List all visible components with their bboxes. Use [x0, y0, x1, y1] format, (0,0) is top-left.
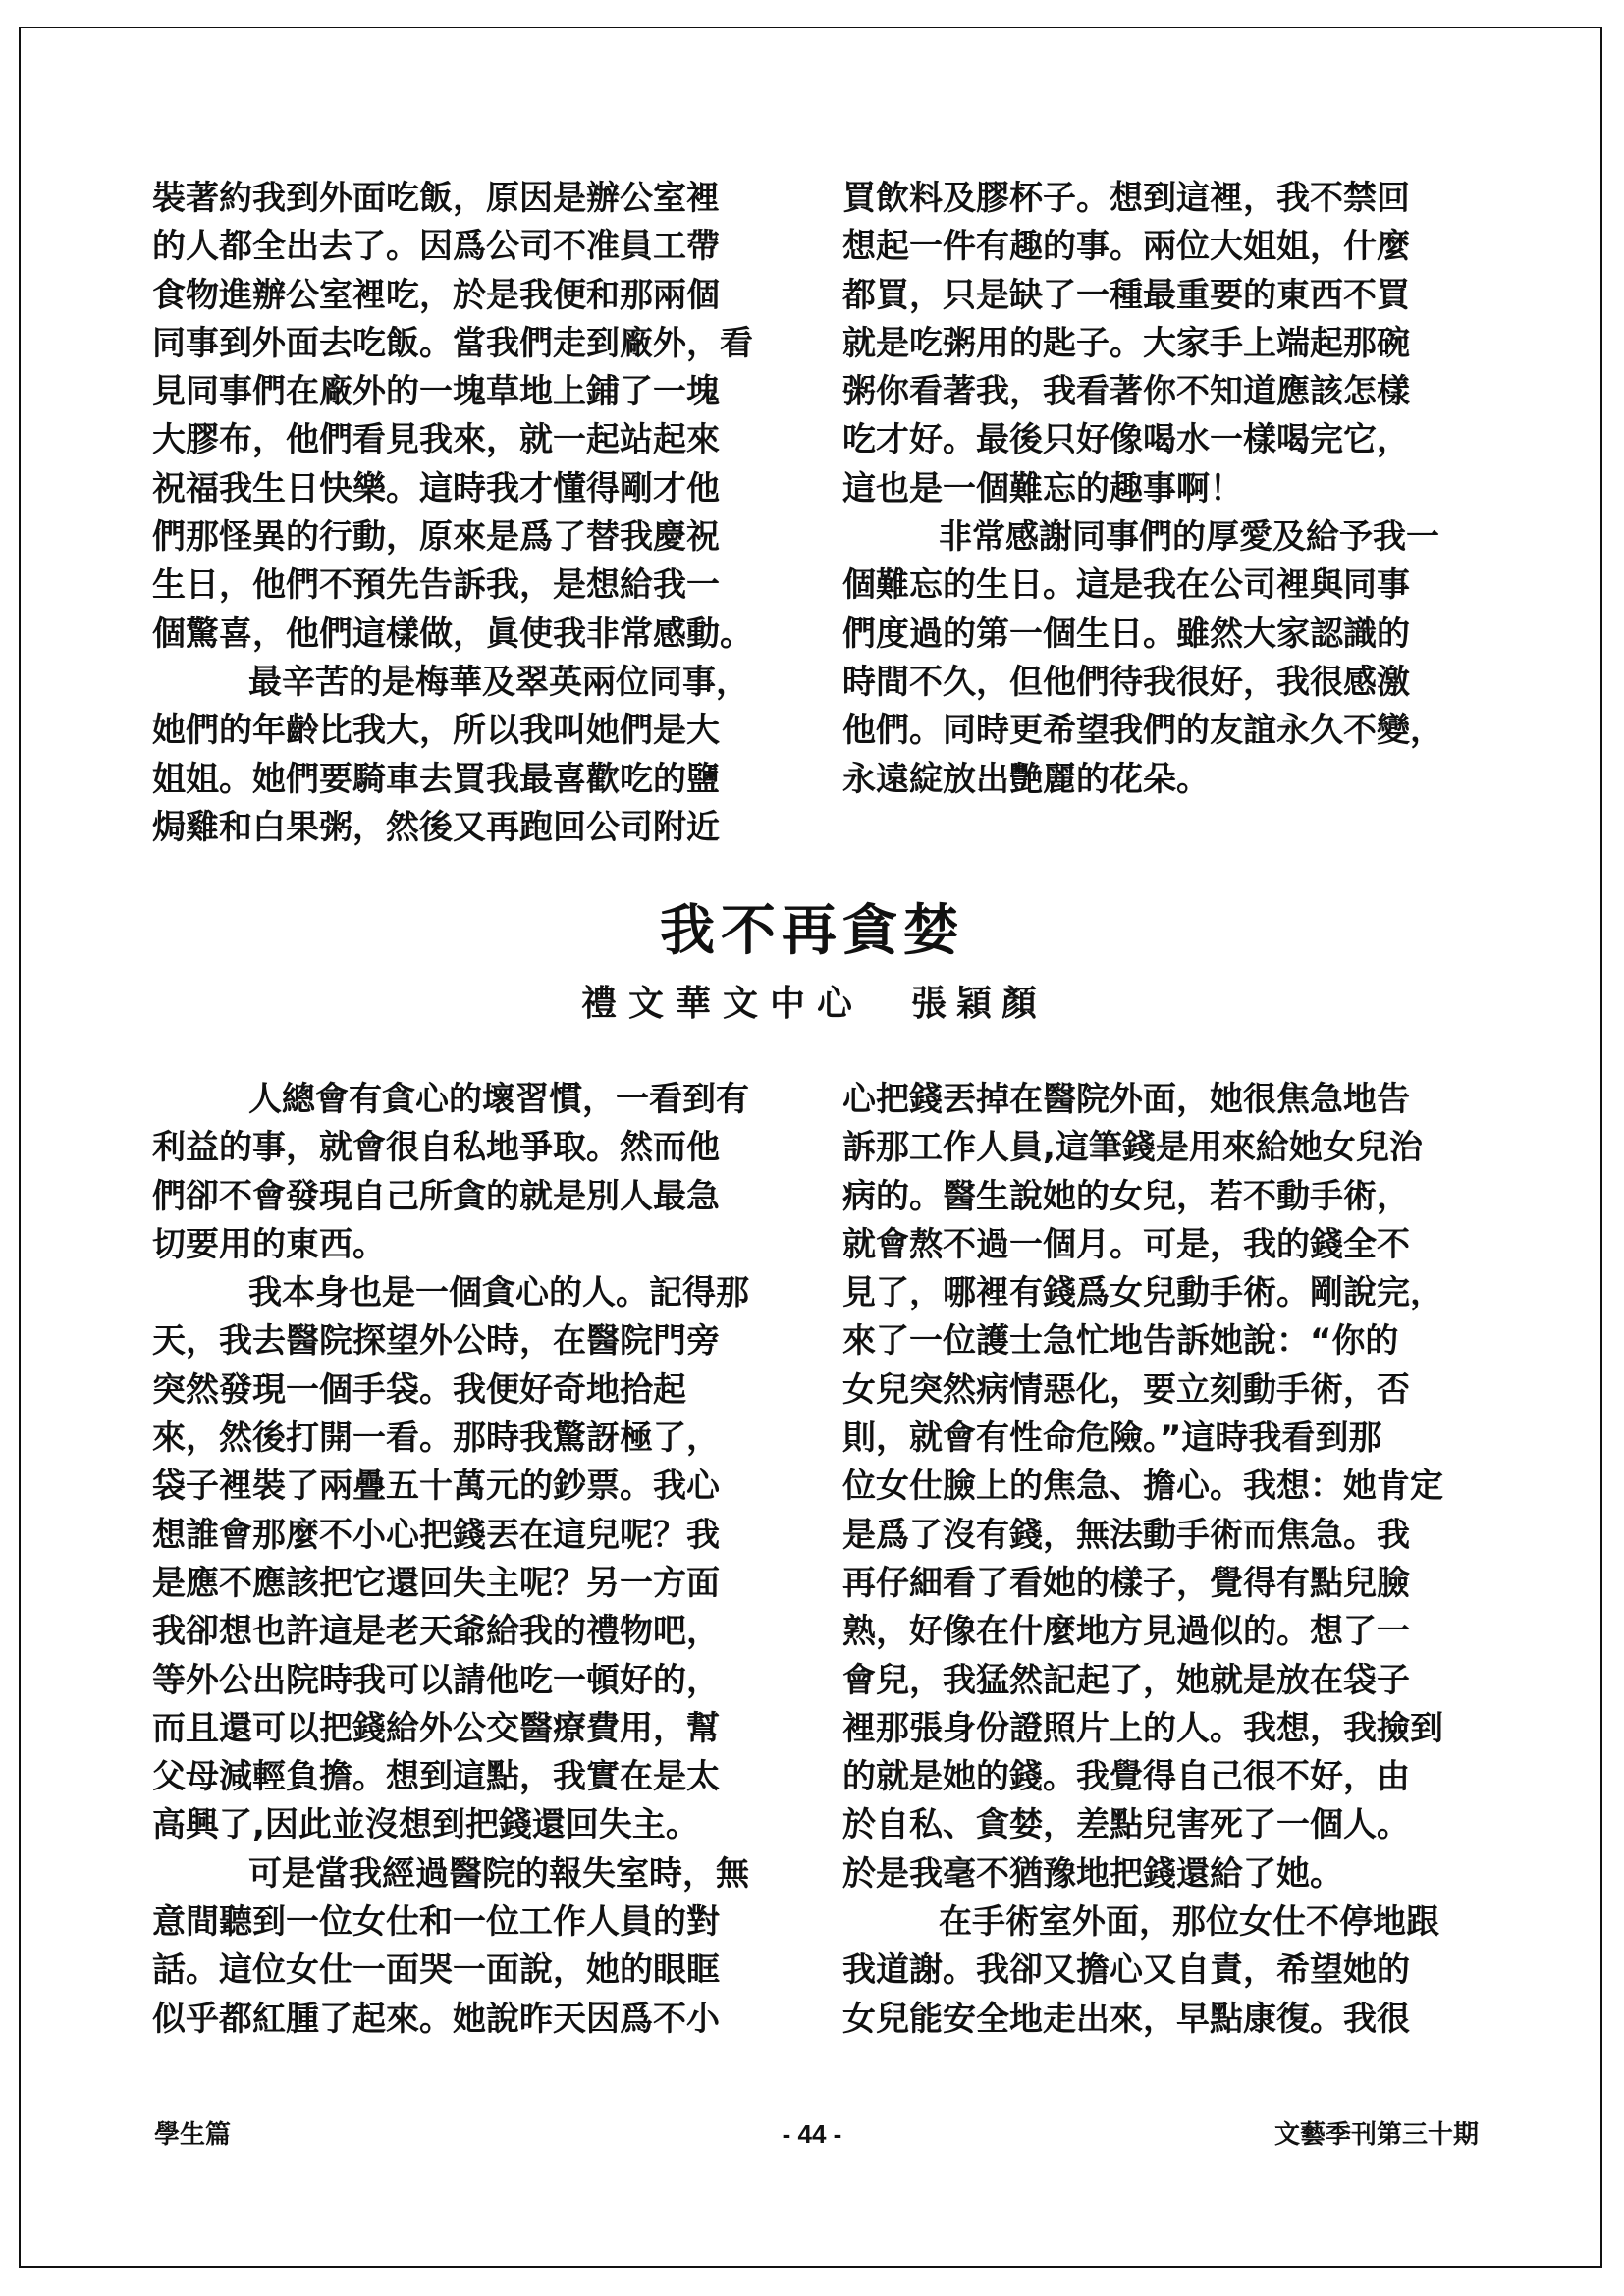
text-line: 最辛苦的是梅華及翠英兩位同事， [248, 662, 749, 702]
text-line: 食物進辦公室裡吃，於是我便和那兩個 [152, 275, 720, 315]
text-line: 裡那張身份證照片上的人。我想，我撿到 [842, 1708, 1443, 1748]
text-line: 於是我毫不猶豫地把錢還給了她。 [842, 1853, 1343, 1894]
text-line: 病的。醫生說她的女兒，若不動手術， [842, 1176, 1410, 1216]
text-line: 們卻不會發現自己所貪的就是別人最急 [152, 1176, 720, 1216]
text-line: 他們。同時更希望我們的友誼永久不變， [842, 711, 1443, 751]
text-line: 我道謝。我卻又擔心又自責，希望她的 [842, 1950, 1410, 1991]
article-byline [0, 978, 1624, 1029]
text-line: 焗雞和白果粥，然後又再跑回公司附近 [152, 807, 720, 847]
text-line: 父母減輕負擔。想到這點，我實在是太 [152, 1757, 720, 1797]
footer-page-number: - 44 - [782, 2119, 842, 2149]
top-article-left-column [152, 175, 781, 852]
text-line: 的人都全出去了。因爲公司不准員工帶 [152, 227, 720, 267]
text-line: 就是吃粥用的匙子。大家手上端起那碗 [842, 323, 1410, 363]
text-line: 這也是一個難忘的趣事啊！ [842, 468, 1243, 508]
text-line: 大膠布，他們看見我來，就一起站起來 [152, 420, 720, 460]
footer-publication: 文藝季刊第三十期 [1273, 2119, 1479, 2149]
text-line: 女兒突然病情惡化，要立刻動手術，否 [842, 1369, 1410, 1410]
text-line: 想起一件有趣的事。兩位大姐姐，什麼 [842, 227, 1410, 267]
text-line: 個難忘的生日。這是我在公司裡與同事 [842, 565, 1410, 606]
text-line: 生日，他們不預先告訴我，是想給我一 [152, 565, 720, 606]
text-line: 位女仕臉上的焦急、擔心。我想：她肯定 [842, 1467, 1443, 1507]
text-line: 女兒能安全地走出來，早點康復。我很 [842, 1999, 1410, 2039]
text-line: 切要用的東西。 [152, 1224, 386, 1264]
text-line: 袋子裡裝了兩疊五十萬元的鈔票。我心 [152, 1467, 720, 1507]
text-line: 而且還可以把錢給外公交醫療費用，幫 [152, 1708, 720, 1748]
text-line: 都買，只是缺了一種最重要的東西不買 [842, 275, 1410, 315]
text-line: 裝著約我到外面吃飯，原因是辦公室裡 [152, 179, 720, 218]
text-line: 我本身也是一個貪心的人。記得那 [248, 1273, 749, 1313]
text-line: 再仔細看了看她的樣子，覺得有點兒臉 [842, 1563, 1410, 1603]
text-line: 粥你看著我，我看著你不知道應該怎樣 [842, 372, 1410, 412]
text-line: 永遠綻放出艷麗的花朵。 [842, 759, 1210, 799]
text-line: 同事到外面去吃飯。當我們走到廠外，看 [152, 323, 753, 363]
text-line: 在手術室外面，那位女仕不停地跟 [939, 1902, 1439, 1943]
text-line: 見了，哪裡有錢爲女兒動手術。剛說完， [842, 1273, 1443, 1313]
text-line: 們度過的第一個生日。雖然大家認識的 [842, 614, 1410, 654]
text-line: 高興了,因此並沒想到把錢還回失主。 [152, 1805, 699, 1845]
text-line: 於自私、貪婪，差點兒害死了一個人。 [842, 1805, 1410, 1845]
text-line: 意間聽到一位女仕和一位工作人員的對 [152, 1902, 720, 1943]
text-line: 心把錢丟掉在醫院外面，她很焦急地告 [842, 1080, 1410, 1119]
text-line: 想誰會那麼不小心把錢丟在這兒呢？我 [152, 1515, 720, 1555]
text-line: 她們的年齡比我大，所以我叫她們是大 [152, 711, 720, 751]
text-line: 們那怪異的行動，原來是爲了替我慶祝 [152, 517, 720, 558]
top-article-right-column [842, 175, 1471, 804]
text-line: 見同事們在廠外的一塊草地上鋪了一塊 [152, 372, 720, 412]
text-line: 就會熬不過一個月。可是，我的錢全不 [842, 1224, 1410, 1264]
text-line: 是應不應該把它還回失主呢？另一方面 [152, 1563, 720, 1603]
text-line: 時間不久，但他們待我很好，我很感激 [842, 662, 1410, 702]
text-line: 利益的事，就會很自私地爭取。然而他 [152, 1128, 720, 1168]
text-line: 可是當我經過醫院的報失室時，無 [248, 1853, 749, 1894]
text-line: 吃才好。最後只好像喝水一樣喝完它， [842, 420, 1410, 460]
text-line: 訴那工作人員,這筆錢是用來給她女兒治 [842, 1128, 1423, 1168]
text-line: 來了一位護士急忙地告訴她說：“你的 [842, 1321, 1399, 1362]
text-line: 個驚喜，他們這樣做，眞使我非常感動。 [152, 614, 753, 654]
text-line: 我卻想也許這是老天爺給我的禮物吧， [152, 1612, 720, 1652]
bottom-article-left-column [152, 1076, 781, 2044]
text-line: 人總會有貪心的壞習慣，一看到有 [248, 1080, 749, 1119]
text-line: 會兒，我猛然記起了，她就是放在袋子 [842, 1660, 1410, 1700]
text-line: 買飲料及膠杯子。想到這裡，我不禁回 [842, 179, 1410, 218]
text-line: 是爲了沒有錢，無法動手術而焦急。我 [842, 1515, 1410, 1555]
text-line: 來，然後打開一看。那時我驚訝極了， [152, 1418, 720, 1459]
text-line: 似乎都紅腫了起來。她說昨天因爲不小 [152, 1999, 720, 2039]
text-line: 姐姐。她們要騎車去買我最喜歡吃的鹽 [152, 759, 720, 799]
author-name: 張穎顏 [911, 983, 1048, 1024]
bottom-article-right-column [842, 1076, 1471, 2044]
text-line: 等外公出院時我可以請他吃一頓好的， [152, 1660, 720, 1700]
article-title: 我不再貪婪 [660, 898, 964, 963]
text-line: 天，我去醫院探望外公時，在醫院門旁 [152, 1321, 720, 1362]
text-line: 非常感謝同事們的厚愛及給予我一 [939, 517, 1439, 558]
text-line: 突然發現一個手袋。我便好奇地拾起 [152, 1369, 686, 1410]
text-line: 則，就會有性命危險。”這時我看到那 [842, 1418, 1382, 1459]
text-line: 熟，好像在什麼地方見過似的。想了一 [842, 1612, 1410, 1652]
text-line: 話。這位女仕一面哭一面說，她的眼眶 [152, 1950, 720, 1991]
footer-section-label: 學生篇 [154, 2119, 232, 2149]
text-line: 祝福我生日快樂。這時我才懂得剛才他 [152, 468, 720, 508]
text-line: 的就是她的錢。我覺得自己很不好，由 [842, 1757, 1410, 1797]
school-name: 禮文華文中心 [581, 983, 865, 1024]
